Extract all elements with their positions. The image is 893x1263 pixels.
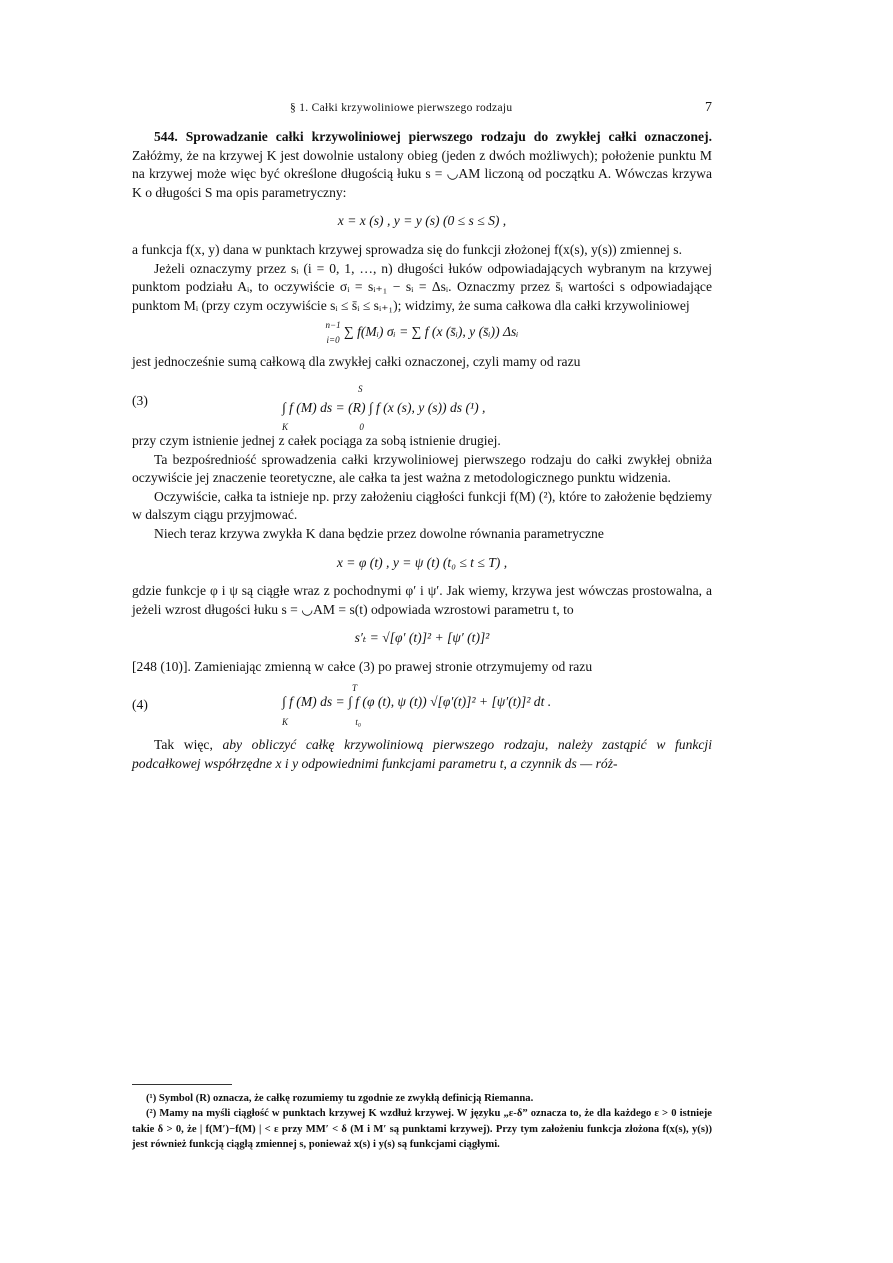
- equation-arc-derivative: s′ₜ = √[φ′ (t)]² + [ψ′ (t)]²: [354, 630, 490, 646]
- equation-3-label: (3): [132, 392, 148, 408]
- paragraph-6: Ta bezpośredniość sprowadzenia całki krzywoliniowej pierwszego rodzaju do całki zwykłej obniża oczywiście jej znaczenie teoretyczne, ale całka ta jest ważna z metodologicznego punktu widzenia.: [132, 451, 712, 486]
- page-number: 7: [705, 100, 712, 115]
- eq3-domain: K: [282, 422, 289, 433]
- equation-parametric-t: x = φ (t) , y = ψ (t) (t₀ ≤ t ≤ T) ,: [336, 554, 508, 570]
- eq3-upper-limit: S: [358, 384, 363, 395]
- paragraph-1: Załóżmy, że na krzywej K jest dowolnie ustalony obieg (jeden z dwóch możliwych); położenie punktu M na krzywej może więc być określone długością łuku s = ◡AM liczoną od początku A. Wówczas krzywa K o długości S ma opis parametryczny:: [132, 147, 712, 200]
- sum-upper-limit: n−1: [325, 320, 341, 331]
- paragraph-5: przy czym istnienie jednej z całek pociąga za sobą istnienie drugiej.: [132, 432, 501, 448]
- equation-parametric-s: x = x (s) , y = y (s) (0 ≤ s ≤ S) ,: [337, 213, 507, 229]
- eq4-domain: K: [282, 717, 289, 728]
- eq3-lower-limit: 0: [359, 422, 364, 433]
- eq4-body: ∫ f (M) ds = ∫ f (φ (t), ψ (t)) √[φ′(t)]² + [ψ′(t)]² dt .: [282, 694, 552, 710]
- paragraph-11-italic: aby obliczyć całkę krzywoliniową pierwszego rodzaju, należy zastąpić w funkcji podcałkowej współrzędne x i y odpowiednimi funkcjami parametru t, a czynnik ds — róż-: [132, 737, 712, 772]
- footnote-rule: [132, 1084, 232, 1085]
- eq4-upper-limit: T: [352, 683, 358, 694]
- sum-expression: ∑ f(Mᵢ) σᵢ = ∑ f (x (s̄ᵢ), y (s̄ᵢ)) Δsᵢ: [344, 324, 519, 340]
- equation-4-expression: [282, 684, 551, 730]
- section-number: 544.: [154, 129, 178, 144]
- paragraph-10: [248 (10)]. Zamieniając zmienną w całce (3) po prawej stronie otrzymujemy od razu: [132, 658, 593, 674]
- footnote-1: (¹) Symbol (R) oznacza, że całkę rozumiemy tu zgodnie ze zwykłą definicją Riemanna.: [146, 1093, 534, 1104]
- main-text: [132, 128, 712, 774]
- paragraph-7: Oczywiście, całka ta istnieje np. przy założeniu ciągłości funkcji f(M) (²), które to założenie będziemy w dalszym ciągu przyjmować.: [132, 488, 712, 523]
- paragraph-4: jest jednocześnie sumą całkową dla zwykłej całki oznaczonej, czyli mamy od razu: [132, 354, 581, 370]
- paragraph-9: gdzie funkcje φ i ψ są ciągłe wraz z pochodnymi φ′ i ψ′. Jak wiemy, krzywa jest wówczas prostowalna, a jeżeli wzrost długości łuku s = ◡AM = s(t) odpowiada wzrostowi parametru t, to: [132, 583, 712, 617]
- sum-lower-limit: i=0: [326, 335, 340, 346]
- paragraph-8: Niech teraz krzywa zwykła K dana będzie przez dowolne równania parametryczne: [154, 525, 604, 541]
- paragraph-11-lead: Tak więc,: [154, 737, 223, 753]
- eq3-limits: [282, 385, 363, 394]
- paragraph-11: [132, 736, 712, 773]
- running-title: § 1. Całki krzywoliniowe pierwszego rodzaju: [290, 102, 513, 114]
- eq3-body: ∫ f (M) ds = (R) ∫ f (x (s), y (s)) ds (¹) ,: [282, 399, 486, 415]
- footnote-2: (²) Mamy na myśli ciągłość w punktach krzywej K wzdłuż krzywej. W języku „ε-δ” oznacza to, że dla każdego ε > 0 istnieje takie δ > 0, że | f(M′)−f(M) | < ε przy MM′ < δ (M i M′ są punktami krzywej). Przy tym założeniu funkcja złożona f(x(s), y(s)) jest również funkcją ciągłą zmiennej s, ponieważ x(s) i y(s) są funkcjami ciągłymi.: [132, 1108, 712, 1151]
- equation-3: [132, 380, 712, 433]
- section-heading: Sprowadzanie całki krzywoliniowej pierwszego rodzaju do zwykłej całki oznaczonej.: [185, 129, 712, 144]
- equation-4: [132, 684, 712, 728]
- sum-limits-left: [326, 321, 341, 345]
- equation-3-expression: [282, 380, 485, 436]
- equation-4-label: (4): [132, 697, 148, 713]
- section-heading-paragraph: [132, 128, 712, 202]
- footnotes: [132, 1091, 712, 1153]
- paragraph-3: Jeżeli oznaczymy przez sᵢ (i = 0, 1, …, n) długości łuków odpowiadających wybranym na krzywej punktom podziału Aᵢ, to oczywiście σᵢ = sᵢ₊₁ − sᵢ = Δsᵢ. Oznaczmy przez s̄ᵢ wartości s odpowiadające punktom Mᵢ (przy czym oczywiście sᵢ ≤ s̄ᵢ ≤ sᵢ₊₁); widzimy, że suma całkowa dla całki krzywoliniowej: [132, 260, 712, 313]
- eq4-lower-limit: t₀: [355, 717, 362, 728]
- paragraph-2: a funkcja f(x, y) dana w punktach krzywej sprowadza się do funkcji złożonej f(x(s), y(s)) zmiennej s.: [132, 241, 682, 257]
- equation-integral-sum: [132, 321, 712, 345]
